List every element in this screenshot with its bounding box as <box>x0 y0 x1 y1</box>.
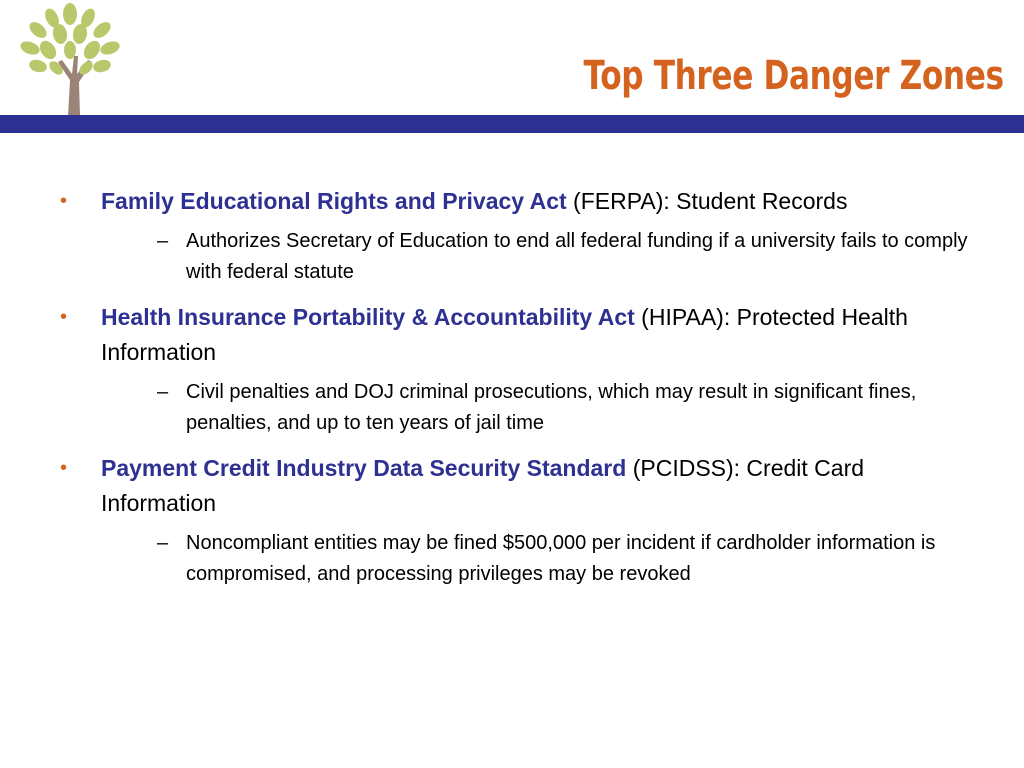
bullet-icon: • <box>60 457 68 479</box>
bullet-icon: • <box>60 190 68 212</box>
dash-icon: – <box>157 532 169 554</box>
act-description: (PCIDSS): Credit Card Information <box>101 455 865 516</box>
list-item <box>60 300 980 439</box>
sub-list-item <box>145 528 980 590</box>
page-title: Top Three Danger Zones <box>583 53 1004 99</box>
tree-logo-icon <box>8 0 132 118</box>
act-name: Family Educational Rights and Privacy Act <box>101 188 567 214</box>
sub-list-item <box>145 226 980 288</box>
act-name: Payment Credit Industry Data Security Standard <box>101 455 627 481</box>
act-name: Health Insurance Portability & Accountability Act <box>101 304 635 330</box>
header-divider-bar <box>0 115 1024 133</box>
act-description: (FERPA): Student Records <box>566 188 848 214</box>
sub-item-text: Noncompliant entities may be fined $500,000 per incident if cardholder information is compromised, and processing privileges may be revoked <box>186 532 936 585</box>
bullet-list <box>60 184 980 602</box>
list-item <box>60 184 980 288</box>
sub-list-item <box>145 377 980 439</box>
sub-item-text: Civil penalties and DOJ criminal prosecutions, which may result in significant fines, penalties, and up to ten years of jail time <box>186 381 917 434</box>
bullet-icon: • <box>60 306 68 328</box>
dash-icon: – <box>157 230 169 252</box>
sub-item-text: Authorizes Secretary of Education to end all federal funding if a university fails to comply with federal statute <box>186 230 968 283</box>
dash-icon: – <box>157 381 169 403</box>
list-item <box>60 451 980 590</box>
act-description: (HIPAA): Protected Health Information <box>101 304 908 365</box>
